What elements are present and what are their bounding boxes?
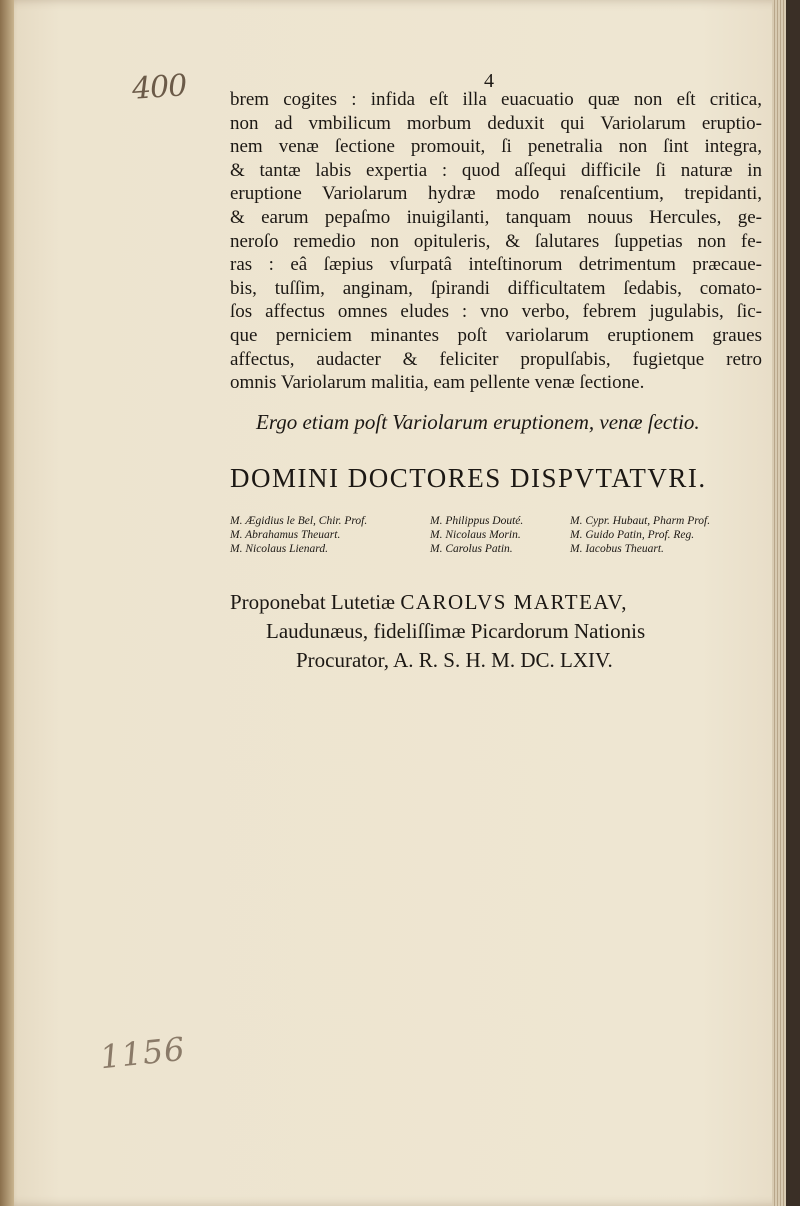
body-line: non ad vmbilicum morbum deduxit qui Variolarum eruptio- bbox=[230, 112, 762, 134]
body-line: & tantæ labis expertia : quod aſſequi difficile ſi naturæ in bbox=[230, 159, 762, 181]
body-line: ras : eâ ſæpius vſurpatâ inteſtinorum detrimentum præcaue- bbox=[230, 254, 762, 276]
page-edges bbox=[772, 0, 786, 1206]
doctor-name: M. Abrahamus Theuart. bbox=[230, 529, 341, 541]
page-number: 4 bbox=[484, 70, 494, 92]
doctor-name: M. Philippus Douté. bbox=[430, 515, 524, 527]
disputants-heading: DOMINI DOCTORES DISPVTATVRI. bbox=[230, 463, 707, 493]
proponebat-prefix: Proponebat Lutetiæ bbox=[230, 590, 401, 614]
body-line: que perniciem minantes poſt variolarum eruptionem graues bbox=[230, 324, 762, 346]
body-text bbox=[230, 88, 762, 395]
manuscript-page-number: 400 bbox=[130, 68, 188, 107]
body-line: nem venæ ſectione promouit, ſi penetralia non ſint integra, bbox=[230, 136, 762, 158]
body-line: eruptione Variolarum hydræ modo renaſcentium, trepidanti, bbox=[230, 183, 762, 205]
doctor-name: M. Guido Patin, Prof. Reg. bbox=[570, 529, 695, 541]
body-line: brem cogites : infida eſt illa euacuatio quæ non eſt critica, bbox=[230, 89, 762, 110]
body-line: neroſo remedio non opituleris, & ſalutares ſuppetias non fe- bbox=[230, 230, 762, 252]
manuscript-catalog-number: 1156 bbox=[98, 1029, 188, 1077]
proponebat-line bbox=[230, 588, 770, 617]
doctor-name: M. Cypr. Hubaut, Pharm Prof. bbox=[570, 515, 711, 527]
proponent-name: CAROLVS MARTEAV, bbox=[400, 590, 629, 614]
body-line: bis, tuſſim, anginam, ſpirandi difficultatem ſedabis, comato- bbox=[230, 277, 762, 299]
body-line: & earum pepaſmo inuigilanti, tanquam nouus Hercules, ge- bbox=[230, 206, 762, 228]
body-line: omnis Variolarum malitia, eam pellente venæ ſectione. bbox=[230, 372, 645, 394]
proponebat-line: Laudunæus, fideliſſimæ Picardorum Nationis bbox=[266, 619, 646, 643]
doctor-name: M. Nicolaus Lienard. bbox=[230, 543, 328, 555]
conclusion: Ergo etiam poſt Variolarum eruptionem, venæ ſectio. bbox=[256, 410, 700, 434]
doctors-list bbox=[230, 515, 770, 555]
doctor-name: M. Nicolaus Morin. bbox=[430, 529, 521, 541]
doctor-name: M. Iacobus Theuart. bbox=[570, 543, 664, 555]
doctor-name: M. Carolus Patin. bbox=[430, 543, 513, 555]
book-spine-shadow bbox=[0, 0, 14, 1206]
proponebat-block bbox=[230, 588, 770, 675]
body-line: ſos affectus omnes eludes : vno verbo, febrem jugulabis, ſic- bbox=[230, 301, 762, 323]
proponebat-line: Procurator, A. R. S. H. M. DC. LXIV. bbox=[296, 648, 613, 672]
body-line: affectus, audacter & feliciter propulſabis, fugietque retro bbox=[230, 348, 762, 370]
doctor-name: M. Ægidius le Bel, Chir. Prof. bbox=[230, 515, 368, 527]
